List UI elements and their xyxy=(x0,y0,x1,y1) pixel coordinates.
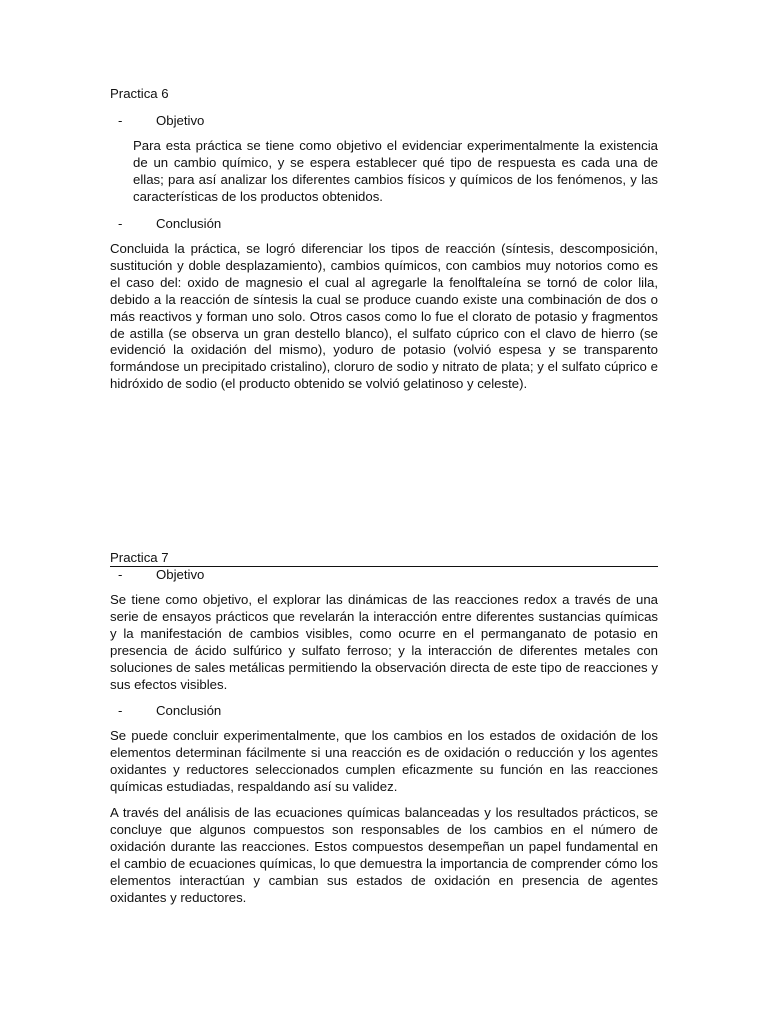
practica-6-objetivo-paragraph: Para esta práctica se tiene como objetivo el evidenciar experimentalmente la existencia de un cambio químico, y se espera establecer qué tipo de respuesta es cada una de ellas; para así analizar los diferentes cambios físicos y químicos de los fenómenos, y las características de los productos obtenidos. xyxy=(133,138,658,204)
practica-7-conclusion-section-2 xyxy=(110,805,658,906)
bullet-dash: - xyxy=(118,113,123,128)
practica-6-conclusion-paragraph: Concluida la práctica, se logró diferenciar los tipos de reacción (síntesis, descomposición, sustitución y doble desplazamiento), cambios químicos, con cambios muy notorios como es el caso del: oxido de magnesio el cual al agregarle la fenolftaleína se tornó de color lila, debido a la reacción de síntesis la cual se produce cuando existe una combinación de dos o más reactivos y forman uno solo. Otros casos como lo fue el clorato de potasio y fragmentos de astilla (se observa un gran destello blanco), el sulfato cúprico con el clavo de hierro (se evidenció la oxidación del mismo), yoduro de potasio (volvió espesa y se transparento formándose un precipitado cristalino), cloruro de sodio y nitrato de plata; y el sulfato cúprico e hidróxido de sodio (el producto obtenido se volvió gelatinoso y celeste). xyxy=(110,241,658,392)
practica-6-objetivo-section xyxy=(133,138,658,206)
practica-7-objetivo-heading xyxy=(118,566,204,583)
conclusion-label: Conclusión xyxy=(156,216,222,231)
practica-7-conclusion-section xyxy=(110,728,658,796)
practica-7-conclusion-paragraph-1: Se puede concluir experimentalmente, que los cambios en los estados de oxidación de los elementos determinan fácilmente si una reacción es de oxidación o reducción y los agentes oxidantes y reductores seleccionados cumplen eficazmente su función en las reacciones químicas estudiadas, respaldando así su validez. xyxy=(110,728,658,794)
practica-7-conclusion-paragraph-2: A través del análisis de las ecuaciones químicas balanceadas y los resultados prácticos, se concluye que algunos compuestos son responsables de los cambios en el número de oxidación durante las reacciones. Estos compuestos desempeñan un papel fundamental en el cambio de ecuaciones químicas, lo que demuestra la importancia de comprender cómo los elementos interactúan y cambian sus estados de oxidación en presencia de agentes oxidantes y reductores. xyxy=(110,805,658,905)
practica-7-objetivo-section xyxy=(110,592,658,693)
practica-7-objetivo-paragraph: Se tiene como objetivo, el explorar las dinámicas de las reacciones redox a través de una serie de ensayos prácticos que revelarán la interacción entre diferentes sustancias químicas y la manifestación de cambios visibles, como ocurre en el permanganato de potasio en presencia de ácido sulfúrico y sulfato ferroso; y la interacción de diferentes metales con soluciones de sales metálicas permitiendo la observación directa de este tipo de reacciones y sus efectos visibles. xyxy=(110,592,658,692)
practica-7-conclusion-heading xyxy=(118,702,221,719)
bullet-dash: - xyxy=(118,703,123,718)
practica-7-title: Practica 7 xyxy=(110,550,169,565)
objetivo-label: Objetivo xyxy=(156,567,205,582)
bullet-dash: - xyxy=(118,216,123,231)
practica-6-conclusion-section xyxy=(110,241,658,393)
conclusion-label: Conclusión xyxy=(156,703,222,718)
practica-6-objetivo-heading xyxy=(118,112,204,129)
practica-6-title: Practica 6 xyxy=(110,86,169,101)
practica-6-conclusion-heading xyxy=(118,215,221,232)
bullet-dash: - xyxy=(118,567,123,582)
objetivo-label: Objetivo xyxy=(156,113,205,128)
